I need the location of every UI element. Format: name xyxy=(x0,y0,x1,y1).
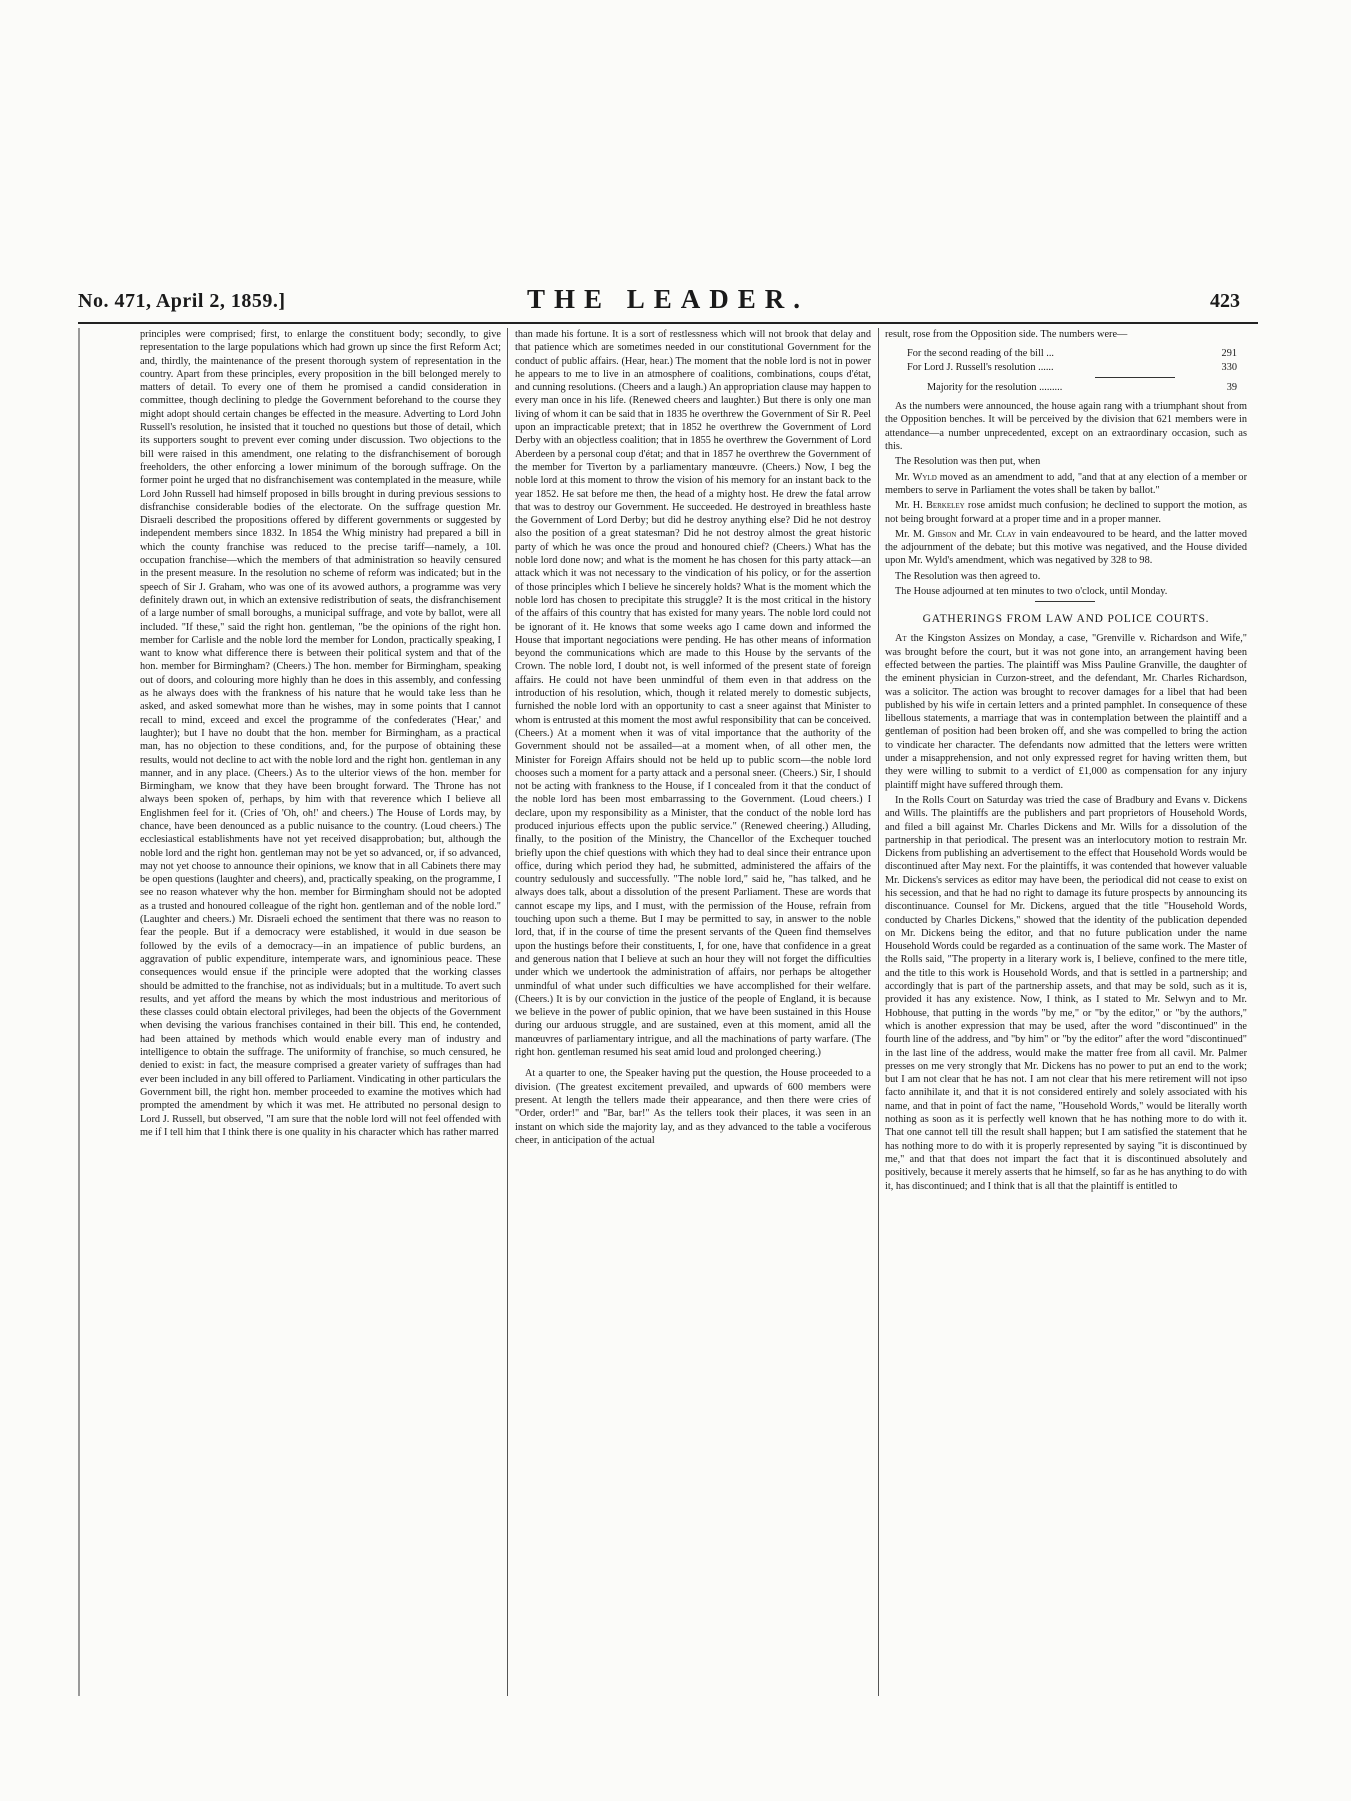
col3-paragraph-5 xyxy=(885,499,1247,526)
col3-paragraph-3: The Resolution was then put, when xyxy=(895,456,1041,468)
division-row xyxy=(885,361,1247,374)
masthead xyxy=(78,284,1258,318)
text-run: Mr. H. xyxy=(895,500,926,512)
text-run: and Mr. xyxy=(956,528,996,540)
col3-paragraph-8: The House adjourned at ten minutes to two o'clock, until Monday. xyxy=(895,586,1168,598)
speaker-name: Wyld xyxy=(912,471,937,483)
section-heading: GATHERINGS FROM LAW AND POLICE COURTS. xyxy=(922,613,1210,626)
col1-paragraph: principles were comprised; first, to enlarge the constituent body; secondly, to give representation to the large populations which had grown up since the first Reform Act; and, thirdly, the maintenance of the present thorough system of representation in the country. Apart from these principles, every proposition in the bill belonged merely to matters of detail. To every one of them he promised a candid consideration in committee, though declining to pledge the Government beforehand to the course they might adopt should certain changes be effected in the measure. Adverting to Lord John Russell's resolution, he insisted that it touched no questions but those of detail, which its supporters sought to prevent ever coming under discussion. Two objections to the bill were raised in this amendment, one relating to the disfranchisement of borough freeholders, the other enforcing a lower minimum of the borough suffrage. On the former point he urged that no disfranchisement was contemplated in the measure, while Lord John Russell had himself proposed in bills brought in during previous sessions to disfranchise considerable bodies of the electorate. On the suffrage question Mr. Disraeli described the propositions offered by different governments or suggested by independent members since 1832. In 1854 the Whig ministry had prepared a bill in which the county franchise was reduced to the precise tariff—namely, a 10l. occupation franchise—which the members of that administration so heavily censured in the present measure. In the resolution no scheme of reform was indicated; but in the speech of Sir J. Graham, who was one of its avowed authors, a programme was very definitely drawn out, in which an extensive redistribution of seats, the disfranchisement of a large number of small boroughs, a municipal suffrage, and vote by ballot, were all included. "If these," said the right hon. gentleman, "be the opinions of the right hon. member for Carlisle and the noble lord the member for London, practically speaking, I want to know what difference there is between their political system and that of the hon. member for Birmingham? (Cheers.) The hon. member for Birmingham, speaking out of doors, and colouring more highly than he does in this assembly, and confessing as he always does with the frankness of his nature that he would take less than he asked, and asked somewhat more than he wishes, may in some points that I cannot recall to mind, exceed and excel the programme of the confederates ('Hear,' and laughter); but I have no doubt that the hon. member for Birmingham, as a practical man, has no objection to these conditions, and, for the purpose of obtaining these results, would not decline to act with the noble lord and the right hon. gentleman in any manner, and in any place. (Cheers.) As to the ulterior views of the hon. member for Birmingham, we know that they have been brought forward. The Throne has not always been spoken of, perhaps, by him with that reverence which I believe all Englishmen feel for it. (Cries of 'Oh, oh!' and cheers.) The House of Lords may, by chance, have been denounced as a public nuisance to the country. (Loud cheers.) The ecclesiastical establishments have not yet received disapprobation; but, although the noble lord and the right hon. gentleman may not be yet so advanced, or, if so advanced, may not yet choose to announce their opinions, we know that in all Cabinets there may be open questions (laughter and cheers), and, practically speaking, on the programme, I see no reason whatever why the hon. member for Birmingham should not be adopted as a trusted and honoured colleague of the right hon. gentleman and of the noble lord." (Laughter and cheers.) Mr. Disraeli echoed the sentiment that there was no reason to fear the people. But if a democracy were established, it would in due season be followed by the evils of a democracy—in an impatience of public burdens, an aggravation of public expenditure, intemperate wars, and ignominious peace. These consequences would ensue if the principle were adopted that the working classes should be admitted to the franchise, not as individuals; but in a multitude. To avert such results, and yet afford the means by which the most industrious and meritorious of these classes could obtain electoral privileges, had been the objects of the Government when devising the various franchises contained in their bill. This end, he contended, had been attained by methods which would enable every man of industry and intelligence to obtain the suffrage. The uniformity of franchise, so much censured, he denied to exist: in fact, the measure comprised a greater variety of suffrages than had ever been included in any bill offered to Parliament. Vindicating in other particulars the Government bill, the right hon. member proceeded to examine the motives which had prompted the amendment by which it was met. He attributed no personal design to Lord J. Russell, but observed, "I am sure that the noble lord will not feel offended with me if I tell him that I think there is one quality in his character which has rather marred xyxy=(140,329,501,1138)
division-value: 330 xyxy=(1221,361,1237,373)
col3-paragraph-9 xyxy=(885,632,1247,792)
masthead-rule xyxy=(78,322,1258,324)
text-run: moved as an amendment to add, "and that at any election of a member or members to serve in Parliament the votes shall be taken by ballot." xyxy=(885,471,1247,496)
division-row xyxy=(885,347,1247,360)
binding-edge xyxy=(78,328,88,1696)
division-label: Majority for the resolution ......... xyxy=(927,381,1063,393)
column-3 xyxy=(885,328,1247,1696)
division-row xyxy=(885,381,1247,394)
speaker-name: Berkeley xyxy=(925,500,965,512)
drop-lead: At xyxy=(895,633,907,645)
division-label: For the second reading of the bill ... xyxy=(907,348,1054,360)
speaker-name: Gibson xyxy=(927,528,957,540)
column-divider-2 xyxy=(878,328,879,1696)
col3-paragraph-10: In the Rolls Court on Saturday was tried the case of Bradbury and Evans v. Dickens and Wills. The plaintiffs are the publishers and part proprietors of Household Words, and filed a bill against Mr. Charles Dickens and Mr. Wills for a dissolution of the partnership in that periodical. The present was an interlocutory motion to restrain Mr. Dickens from publishing an advertisement to the effect that Household Words would be discontinued after May next. For the plaintiffs, it was contended that however valuable Mr. Dickens's services as editor may have been, the periodical did not cease to exist on his secession, and that he had no right to damage its future prospects by announcing its discontinuance. Counsel for Mr. Dickens, argued that the title "Household Words, conducted by Charles Dickens," showed that the identity of the publication depended on Mr. Dickens being the editor, and that no future publication under the name Household Words could be regarded as a continuation of the same work. The Master of the Rolls said, "The property in a literary work is, I believe, confined to the mere title, and the title to this work is Household Words, and that is settled in a partnership; and accordingly that is part of the partnership assets, and that may be sold, such as it is, provided it has any existence. Now, I think, as I stated to Mr. Selwyn and to Mr. Hobhouse, that putting in the words "by me," or "by the editor," or "by the authors," which is another expression that may be used, after the word "discontinued" in the fourth line of the address, and "by him" or "by the editor" after the word "discontinued" in the last line of the address, would make the matter free from all cavil. Mr. Palmer presses on me very strongly that Mr. Dickens has no power to put an end to the work; but I am not clear that he has not. I am not clear that his mere retirement will not ipso facto annihilate it, and that it is not considered entirely and solely associated with his name, and that in point of fact the name, "Household Words," would be literally worth nothing as soon as it is perfectly well known that he has nothing more to do with it. That one cannot tell till the result shall happen; but I am satisfied the statement that he has nothing more to do with it is properly represented by saying "it is discontinued by me," and that that does not impart the fact that it is discontinued absolutely and positively, because it merely asserts that he himself, so far as he has anything to do with it, has discontinued; and I think that is all that the plaintiff is entitled to xyxy=(885,794,1247,1192)
sum-rule xyxy=(1095,377,1175,378)
col2-paragraph-1: than made his fortune. It is a sort of restlessness which will not brook that delay and that patience which are sometimes needed in our constitutional Government for the conduct of public affairs. (Hear, hear.) The moment that the noble lord is not in power he appears to me to live in an atmosphere of coalitions, combinations, coups d'état, and cunning resolutions. (Cheers and a laugh.) An appropriation clause may happen to every man once in his life. (Renewed cheers and laughter.) But there is only one man living of whom it can be said that in 1835 he overthrew the Government of Sir R. Peel upon an impracticable pretext; that in 1852 he overthrew the Government of Lord Derby with an objectless coalition; that in 1855 he overthrew the Government of Lord Aberdeen by a personal coup d'état; and that in 1857 he overthrew the Government of the member for Tiverton by a parliamentary manœuvre. (Cheers.) Now, I beg the noble lord at this moment to throw the vision of his memory for an instant back to the year 1852. He sat before me then, the head of a mighty host. He drew the fatal arrow that was to destroy our Government. He succeeded. He destroyed in breathless haste the Government of Lord Derby; but did he destroy anything else? Did he not destroy also the position of a great statesman? Did he not destroy almost the great historic party of which he was once the proud and honoured chief? (Cheers.) What has the noble lord done now; and what is the moment he has chosen for this party attack—an attack which it was not necessary to the vindication of his policy, or for the assertion of those principles which I believe he sincerely holds? What is the moment which the noble lord has chosen to precipitate this struggle? It is the most critical in the history of the affairs of this country that has existed for many years. The noble lord could not be ignorant of it. He knows that some weeks ago I came down and informed the House that important negociations were pending. He has other means of information beyond the communications which are made to this House by the servants of the Crown. The noble lord, I doubt not, is well informed of the present state of foreign affairs. He could not have been unmindful of them even in that address on the introduction of his resolution, which, though it related merely to domestic subjects, furnished the noble lord with an opportunity to cast a sneer against that Minister to whom is entrusted at this moment the most awful responsibility that can be conceived. (Cheers.) At a moment when it was of vital importance that the authority of the Government should not be assailed—at a moment when, of all other men, the Minister for Foreign Affairs should not be held up to public scorn—the noble lord chooses such a moment for a party attack and a personal sneer. (Cheers.) Sir, I should not be acting with frankness to the House, if I concealed from it that the conduct of the noble lord has been most embarrassing to the Government. (Loud cheers.) I declare, upon my responsibility as a Minister, that the conduct of the noble lord has produced injurious effects upon the public service." (Renewed cheering.) Alluding, finally, to the position of the Ministry, the Chancellor of the Exchequer touched briefly upon the chief questions with which they had to deal since their entrance upon office, during which period they had, he submitted, administered the affairs of the country sedulously and successfully. "The noble lord," said he, "has talked, and he always does talk, about a dissolution of the present Parliament. These are words that cannot escape my lips, and I must, with the permission of the House, refrain from touching upon such a theme. But I may be permitted to say, in answer to the noble lord, that, if in the course of time the present servants of the Queen find themselves upon the hustings before their constituents, I, for one, have that confidence in a great and generous nation that I believe at such an hour they will not forget the difficulties under which we undertook the administration of affairs, nor perhaps be altogether unmindful of what under such difficulties we have accomplished for their welfare. (Cheers.) It is by our conviction in the justice of the people of England, it is because we believe in the power of public opinion, that we have been sustained in this House during our arduous struggle, and are sustained, even at this moment, amid all the manœuvres of parliamentary intrigue, and all the machinations of party warfare. (The right hon. gentleman resumed his seat amid loud and prolonged cheering.) xyxy=(515,329,871,1059)
col3-paragraph-6 xyxy=(885,528,1247,568)
col3-paragraph-2: As the numbers were announced, the house again rang with a triumphant shout from the Opposition benches. It will be perceived by the division that 621 members were in attendance—a number unprecedented, except on an extraordinary occasion, such as this. xyxy=(885,401,1247,453)
speaker-name: Clay xyxy=(995,528,1017,540)
text-run: in vain endeavoured to be heard, and the latter moved the adjournment of the debate; but this motive was negatived, and the House divided upon Mr. Wyld's amendment, which was negatived by 328 to 98. xyxy=(885,528,1247,567)
issue-date: No. 471, April 2, 1859.] xyxy=(78,290,286,312)
col2-paragraph-2: At a quarter to one, the Speaker having put the question, the House proceeded to a division. (The greatest excitement prevailed, and upwards of 600 members were present. At length the tellers made their appearance, and then there were cries of "Order, order!" and "Bar, bar!" As the tellers took their places, it was seen in an instant on which side the majority lay, and as they advanced to the table a vociferous cheer, in anticipation of the actual xyxy=(515,1068,871,1146)
section-rule xyxy=(1035,601,1095,602)
division-value: 291 xyxy=(1221,348,1237,360)
text-run: Mr. xyxy=(895,471,913,483)
division-value: 39 xyxy=(1226,381,1237,393)
column-divider-1 xyxy=(507,328,508,1696)
text-run: the Kingston Assizes on Monday, a case, "Grenville v. Richardson and Wife," was brought before the court, but it was not gone into, an arrangement having been effected between the parties. The plaintiff was Miss Pauline Granville, the daughter of the eminent physician in Curzon-street, and the defendant, Mr. Charles Richardson, was a solicitor. The action was brought to recover damages for a libel that had been published by his wife in certain letters and a printed pamphlet. In consequence of these libellous statements, a marriage that was in contemplation between the plaintiff and a gentleman of position had been broken off, and she was compelled to bring the action to vindicate her character. The defendants now admitted that the letters were written under a misapprehension, and not only expressed regret for having written them, but they were willing to submit to a verdict of £1,000 as compensation for any injury plaintiff might have suffered through them. xyxy=(885,633,1247,791)
text-run: Mr. M. xyxy=(895,528,928,540)
text-run: rose amidst much confusion; he declined to support the motion, as not being brought forward at a proper time and in a proper manner. xyxy=(885,500,1247,525)
newspaper-page xyxy=(78,284,1258,1684)
column-2 xyxy=(515,328,871,1696)
col3-paragraph-4 xyxy=(885,471,1247,498)
col3-paragraph-1: result, rose from the Opposition side. The numbers were— xyxy=(885,329,1128,340)
column-1 xyxy=(140,328,501,1696)
division-label: For Lord J. Russell's resolution ...... xyxy=(907,361,1054,373)
newspaper-title: THE LEADER. xyxy=(526,284,810,314)
page-number: 423 xyxy=(1210,290,1240,312)
col3-paragraph-7: The Resolution was then agreed to. xyxy=(895,570,1041,582)
